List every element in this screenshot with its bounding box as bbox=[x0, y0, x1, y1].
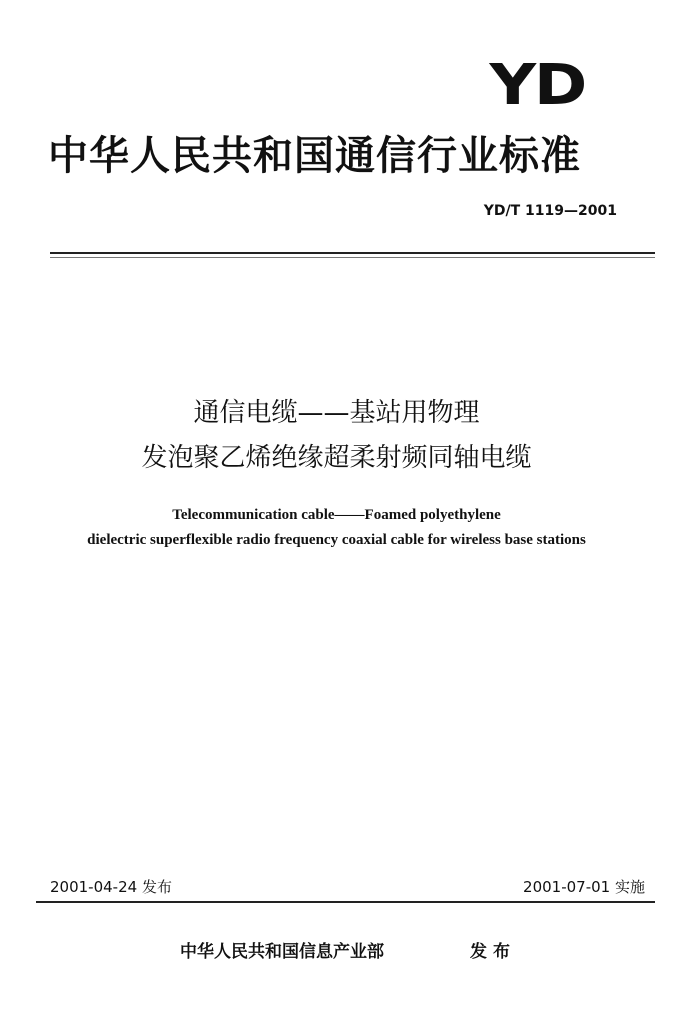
chinese-title-line-1: 通信电缆——基站用物理 bbox=[193, 398, 480, 428]
chinese-title-line-2: 发泡聚乙烯绝缘超柔射频同轴电缆 bbox=[141, 443, 532, 473]
header-divider bbox=[50, 252, 655, 254]
footer-divider bbox=[36, 901, 655, 903]
issuing-authority: 中华人民共和国信息产业部 bbox=[180, 942, 384, 962]
english-title-line-1: Telecommunication cable——Foamed polyethylene bbox=[172, 507, 501, 523]
standard-number: YD/T 1119—2001 bbox=[483, 203, 617, 219]
implement-date: 2001-07-01 实施 bbox=[523, 878, 645, 896]
publish-date: 2001-04-24 发布 bbox=[50, 878, 172, 896]
issue-label: 发布 bbox=[470, 942, 516, 962]
yd-logo: YD bbox=[489, 53, 585, 118]
english-title-line-2: dielectric superflexible radio frequency coaxial cable for wireless base stations bbox=[87, 532, 586, 548]
standard-category-title: 中华人民共和国通信行业标准 bbox=[48, 133, 581, 179]
